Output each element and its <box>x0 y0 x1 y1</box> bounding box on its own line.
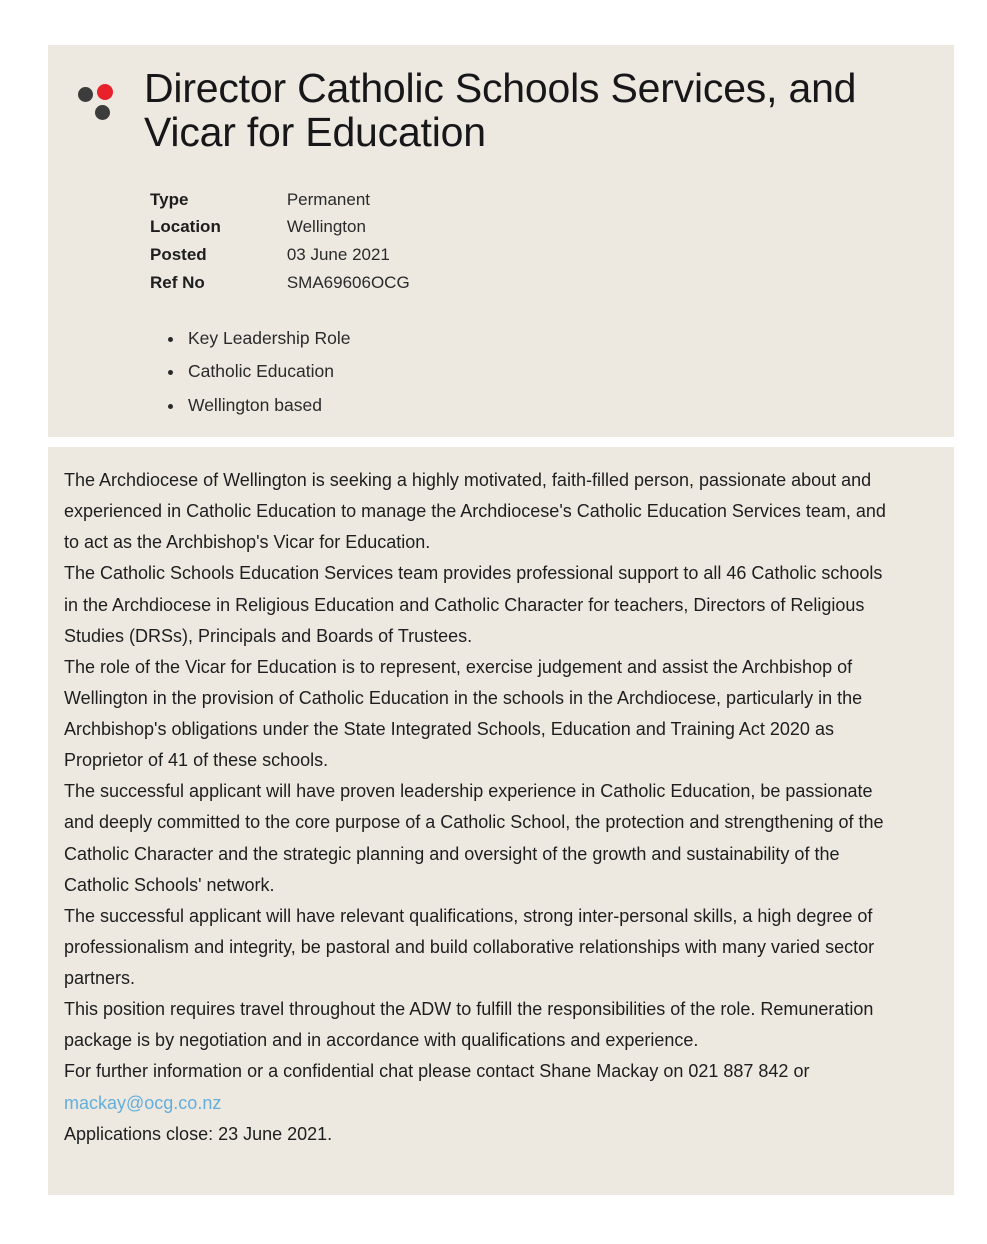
title-row <box>66 67 924 155</box>
description-paragraph-4: The successful applicant will have proven leadership experience in Catholic Education, be passionate and deeply committed to the core purpose of a Catholic School, the protection and strengthening of the Catholic Character and the strategic planning and oversight of the growth and sustainability of the Catholic Schools' network. <box>64 781 884 895</box>
meta-value-type: Permanent <box>286 189 371 209</box>
contact-paragraph <box>64 1056 894 1118</box>
logo-dot-dark-top-left <box>78 87 93 102</box>
contact-email-link[interactable]: mackay@ocg.co.nz <box>64 1092 222 1113</box>
job-highlights-list <box>166 327 924 415</box>
table-row <box>150 189 410 217</box>
three-dots-logo-icon <box>78 84 124 130</box>
meta-label-posted: Posted <box>150 245 207 265</box>
description-paragraph-6: This position requires travel throughout the ADW to fulfill the responsibilities of the role. Remuneration package is by negotiation and in accordance with qualifications and experience. <box>64 999 874 1051</box>
table-row <box>150 244 410 272</box>
logo-dot-dark-bottom <box>95 105 110 120</box>
applications-close-text: Applications close: 23 June 2021. <box>64 1123 333 1144</box>
job-header-panel <box>48 45 954 437</box>
table-row <box>150 272 410 300</box>
contact-text: For further information or a confidential chat please contact Shane Mackay on 021 887 842 or <box>64 1061 810 1082</box>
list-item: Catholic Education <box>166 363 924 381</box>
meta-value-location: Wellington <box>286 217 366 237</box>
logo-dot-red-top-right <box>97 84 113 100</box>
meta-value-ref-no: SMA69606OCG <box>286 272 410 292</box>
description-paragraph-3: The role of the Vicar for Education is to represent, exercise judgement and assist the Archbishop of Wellington in the provision of Catholic Education in the schools in the Archdiocese, particularly in the Archbishop's obligations under the State Integrated Schools, Education and Training Act 2020 as Proprietor of 41 of these schools. <box>64 656 863 771</box>
meta-label-location: Location <box>150 217 221 237</box>
job-description-panel <box>48 447 954 1195</box>
job-meta-table <box>150 189 410 300</box>
job-title: Director Catholic Schools Services, and Vicar for Education <box>144 65 857 155</box>
meta-label-type: Type <box>150 189 189 209</box>
description-paragraph-1: The Archdiocese of Wellington is seeking a highly motivated, faith-filled person, passionate about and experienced in Catholic Education to manage the Archdiocese's Catholic Education Services team, and to act as the Archbishop's Vicar for Education. <box>64 470 886 553</box>
meta-label-ref-no: Ref No <box>150 272 205 292</box>
description-paragraph-5: The successful applicant will have relevant qualifications, strong inter-personal skills, a high degree of professionalism and integrity, be pastoral and build collaborative relationships with many varied sector partners. <box>64 905 875 988</box>
description-paragraph-2: The Catholic Schools Education Services team provides professional support to all 46 Catholic schools in the Archdiocese in Religious Education and Catholic Character for teachers, Directors of Religious Studies (DRSs), Principals and Boards of Trustees. <box>64 563 883 646</box>
meta-value-posted: 03 June 2021 <box>286 245 390 265</box>
table-row <box>150 216 410 244</box>
list-item: Wellington based <box>166 397 924 415</box>
list-item: Key Leadership Role <box>166 330 924 348</box>
